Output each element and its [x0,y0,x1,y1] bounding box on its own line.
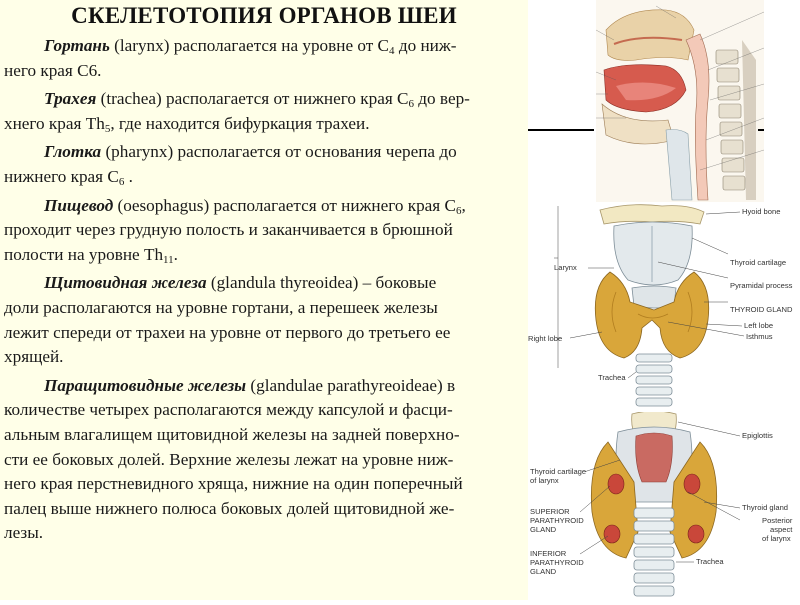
label-thyroid-cartilage-back-1: Thyroid cartilage [530,467,587,476]
subscript: 4 [389,45,395,57]
label-trachea-back: Trachea [696,557,724,566]
label-left-lobe: Left lobe [744,321,774,330]
paragraph-4 [4,194,518,268]
text-fragment: лезы. [4,523,44,543]
label-pyramidal-process: Pyramidal process [730,281,793,290]
sagittal-section-drawing [596,0,764,202]
label-superior-parathyroid-3: GLAND [530,525,557,534]
text-fragment: альным влагалищем щитовидной железы на задней поверхно- [4,424,460,444]
text-fragment: (larynx) располагается на уровне от С [109,36,390,55]
text-fragment: , где находится бифуркация трахеи. [110,113,370,133]
text-fragment: него края С6. [4,60,102,80]
text-fragment: количестве четырех располагаются между капсулой и фасци- [4,400,453,420]
subscript: 6 [408,98,414,111]
subscript: 11 [163,253,174,266]
label-hyoid-bone: Hyoid bone [742,207,781,216]
label-posterior-aspect-1: Posterior [762,516,793,525]
subscript: 6 [455,204,462,217]
text-fragment: , [461,195,466,215]
label-larynx: Larynx [554,263,577,272]
text-fragment: него края перстневидного хряща, нижние на один поперечный [4,474,463,494]
label-inferior-parathyroid-2: PARATHYROID [530,558,584,567]
term: Паращитовидные железы [44,375,247,395]
label-right-lobe: Right lobe [528,334,563,343]
paragraph-5 [4,271,518,369]
term: Пищевод [44,195,114,215]
paragraph-3 [4,140,518,189]
text-fragment: хнего края Th [4,113,105,133]
parathyroid-posterior-illustration [528,412,800,600]
paragraph-2 [4,87,518,136]
text-fragment: палец выше нижнего полюса боковых долей щитовидной же- [4,498,455,518]
text-fragment: . [124,166,133,186]
text-fragment: (trachea) располагается от нижнего края С [96,89,409,109]
text-fragment: сти ее боковых долей. Верхние железы лежат на уровне ниж- [4,449,454,469]
text-fragment: (glandulae parathyreoideae) в [246,375,456,395]
text-fragment: доли располагаются на уровне гортани, а перешеек железы [4,297,438,317]
label-superior-parathyroid-2: PARATHYROID [530,516,584,525]
text-fragment: хрящей. [4,347,64,367]
text-fragment: полости на уровне Th [4,244,164,264]
label-thyroid-cartilage-back-2: of larynx [530,476,559,485]
slide-body [4,34,518,550]
label-posterior-aspect-2: aspect [770,525,793,534]
label-superior-parathyroid-1: SUPERIOR [530,507,570,516]
text-fragment: . [173,244,178,264]
divider-line-end [758,129,764,131]
label-thyroid-gland: THYROID GLAND [730,305,793,314]
label-trachea-front: Trachea [598,373,626,382]
text-fragment: нижнего края С [4,166,119,186]
divider-line [528,129,594,131]
term: Гортань [44,36,110,55]
paragraph-1 [4,34,518,83]
sagittal-section-illustration [596,0,764,202]
label-inferior-parathyroid-1: INFERIOR [530,549,567,558]
text-fragment: (glandula thyreoidea) – боковые [206,273,437,293]
term: Трахея [44,89,97,109]
text-fragment: проходит через грудную полость и заканчивается в брюшной [4,220,453,240]
label-isthmus: Isthmus [746,332,773,341]
subscript: 6 [118,175,125,188]
text-fragment: лежит спереди от трахеи на уровне от первого до третьего ее [4,322,451,342]
text-fragment: до вер- [414,89,470,109]
text-fragment: (oesophagus) располагается от нижнего края С [113,195,456,215]
subscript: 5 [104,122,111,135]
text-fragment: до ниж- [394,36,457,55]
label-inferior-parathyroid-3: GLAND [530,567,557,576]
text-fragment: (pharynx) располагается от основания черепа до [101,142,457,162]
term: Щитовидная железа [44,273,207,293]
paragraph-6 [4,374,518,546]
figure-panel [528,0,800,600]
label-thyroid-cartilage: Thyroid cartilage [730,258,787,267]
slide-title: СКЕЛЕТОТОПИЯ ОРГАНОВ ШЕИ [71,3,457,28]
label-thyroid-gland-back: Thyroid gland [742,503,789,512]
thyroid-anterior-illustration [528,202,800,412]
label-posterior-aspect-3: of larynx [762,534,791,543]
term: Глотка [44,142,102,162]
label-epiglottis: Epiglottis [742,431,773,440]
